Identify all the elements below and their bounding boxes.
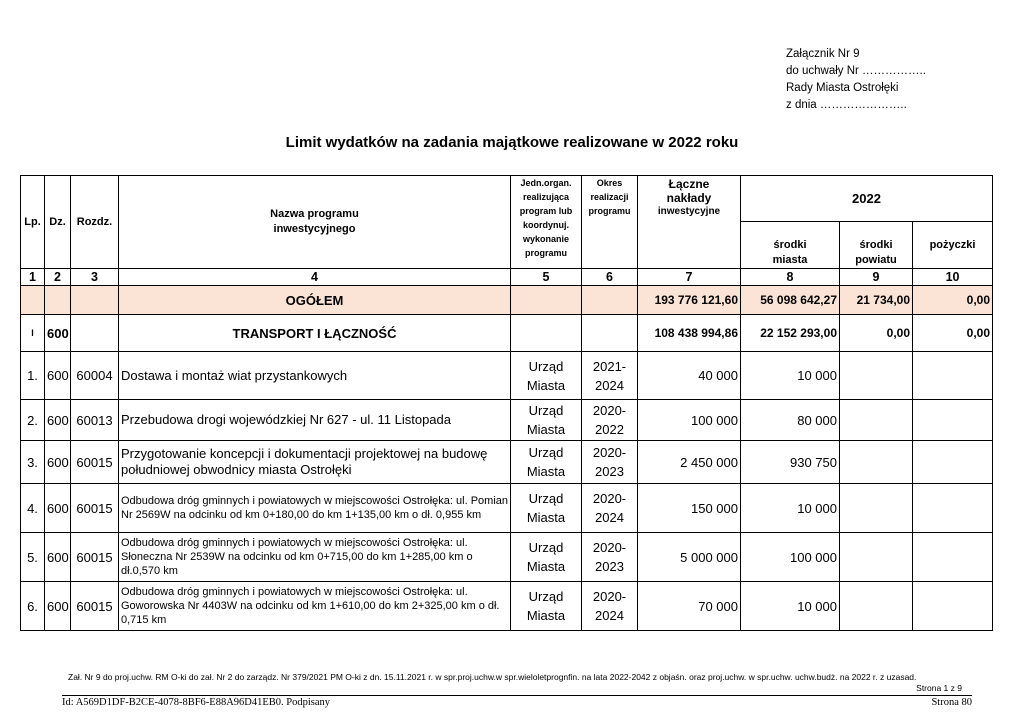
table-row: 5. 600 60015 Odbudowa dróg gminnych i powiatowych w miejscowości Ostrołęka: ul. Słoneczna Nr 2539W na odcinku od km 0+715,00 do km 1+285,00 km o dł.0,570 km Urząd Miasta 2020- 2023 5 000 000 100 000	[21, 533, 993, 582]
footer-divider	[62, 695, 972, 696]
col-srodki-powiatu: środki powiatu	[840, 222, 913, 269]
col-dz: Dz.	[45, 176, 71, 269]
col-jednostka: Jedn.organ. realizująca program lub koordynuj. wykonanie programu	[511, 176, 582, 269]
page-counter-small: Strona 1 z 9	[916, 683, 962, 693]
document-title: Limit wydatków na zadania majątkowe realizowane w 2022 roku	[285, 134, 739, 151]
section-label: TRANSPORT I ŁĄCZNOŚĆ	[119, 315, 511, 352]
attachment-number: Załącznik Nr 9	[786, 48, 860, 60]
total-row	[21, 286, 993, 315]
total-powiatu: 21 734,00	[840, 286, 913, 315]
resolution-date: z dnia …………………..	[786, 99, 907, 111]
col-pozyczki: pożyczki	[913, 222, 993, 269]
col-rozdz: Rozdz.	[71, 176, 119, 269]
col-lp: Lp.	[21, 176, 45, 269]
table-row: 1. 600 60004 Dostawa i montaż wiat przystankowych Urząd Miasta 2021- 2024 40 000 10 000	[21, 352, 993, 400]
column-numbers-row: 1 2 3 4 5 6 7 8 9 10	[21, 269, 993, 286]
total-laczne: 193 776 121,60	[638, 286, 741, 315]
resolution-number: do uchwały Nr ……………..	[786, 65, 926, 77]
table-row: 2. 600 60013 Przebudowa drogi wojewódzkiej Nr 627 - ul. 11 Listopada Urząd Miasta 2020- 2022 100 000 80 000	[21, 400, 993, 441]
council-name: Rady Miasta Ostrołęki	[786, 82, 899, 94]
total-label: OGÓŁEM	[119, 286, 511, 315]
col-okres: Okres realizacji programu	[582, 176, 638, 269]
table-row: 4. 600 60015 Odbudowa dróg gminnych i powiatowych w miejscowości Ostrołęka: ul. Pomian Nr 2569W na odcinku od km 0+180,00 do km 1+135,00 km o dł. 0,955 km Urząd Miasta 2020- 2024 150 000 10 000	[21, 484, 993, 533]
attachment-header	[786, 46, 926, 114]
document-id: Id: A569D1DF-B2CE-4078-8BF6-E88A96D41EB0. Podpisany	[62, 697, 331, 708]
col-srodki-miasta: środki miasta	[741, 222, 840, 269]
col-laczne: Łączne nakłady inwestycyjne	[638, 176, 741, 269]
page-number: Strona 80	[931, 697, 972, 708]
section-row: I 600 TRANSPORT I ŁĄCZNOŚĆ 108 438 994,86 22 152 293,00 0,00 0,00	[21, 315, 993, 352]
col-year: 2022	[741, 176, 993, 222]
total-miasta: 56 098 642,27	[741, 286, 840, 315]
investment-table	[20, 175, 993, 631]
total-pozyczki: 0,00	[913, 286, 993, 315]
table-row: 6. 600 60015 Odbudowa dróg gminnych i powiatowych w miejscowości Ostrołęka: ul. Goworowska Nr 4403W na odcinku od km 1+610,00 do km 2+325,00 km o dł. 0,715 km Urząd Miasta 2020- 2024 70 000 10 000	[21, 582, 993, 631]
footer-note: Zał. Nr 9 do proj.uchw. RM O-ki do zał. Nr 2 do zarządz. Nr 379/2021 PM O-ki z dn. 15.11.2021 r. w spr.proj.uchw.w spr.wieloletprognfin. na lata 2022-2042 z objaśn. oraz proj.uchw. w spr.uchw. uchw.budż. na 2022 r. z uzasad.	[68, 672, 917, 682]
col-nazwa: Nazwa programu inwestycyjnego	[119, 176, 511, 269]
table-row: 3. 600 60015 Przygotowanie koncepcji i dokumentacji projektowej na budowę południowej obwodnicy miasta Ostrołęki Urząd Miasta 2020- 2023 2 450 000 930 750	[21, 441, 993, 484]
